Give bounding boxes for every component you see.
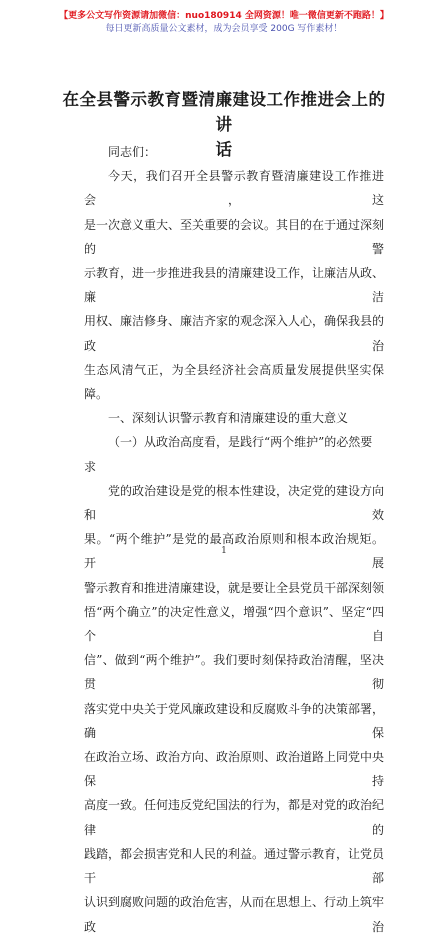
intro-line: 是一次意义重大、至关重要的会议。其目的在于通过深刻的警 [84, 217, 385, 256]
paragraph-line: 果。“两个维护”是党的最高政治原则和根本政治规矩。开展 [84, 532, 384, 571]
subsection-heading: （一）从政治高度看，是践行“两个维护”的必然要求 [84, 435, 373, 474]
paragraph-line: 在政治立场、政治方向、政治原则、政治道路上同党中央保持 [84, 750, 385, 789]
paragraph-line: 悟“两个确立”的决定性意义，增强“四个意识”、坚定“四个自 [84, 604, 384, 644]
paragraph-line: 认识到腐败问题的政治危害，从而在思想上、行动上筑牢政治 [84, 895, 385, 934]
paragraph-line: 党的政治建设是党的根本性建设，决定党的建设方向和效 [84, 483, 385, 523]
salutation: 同志们： [108, 145, 157, 159]
title-line-2: 话 [215, 140, 233, 159]
paragraph-line: 警示教育和推进清廉建设，就是要让全县党员干部深刻领 [84, 580, 385, 595]
promo-line-1: 【更多公文写作资源请加微信：nuo180914 全网资源！唯一微信更新不跑路！】 [59, 11, 389, 21]
paragraph-line: 践踏，都会损害党和人民的利益。通过警示教育，让党员干部 [84, 846, 385, 886]
paragraph-line: 落实党中央关于党风廉政建设和反腐败斗争的决策部署，确保 [84, 701, 385, 740]
page-number: 1 [221, 546, 227, 556]
section-heading: 一、深刻认识警示教育和清廉建设的重大意义 [108, 411, 349, 426]
paragraph-line: 高度一致。任何违反党纪国法的行为，都是对党的政治纪律的 [84, 798, 385, 837]
intro-line: 今天，我们召开全县警示教育暨清廉建设工作推进会，这 [84, 169, 384, 208]
intro-line: 示教育，进一步推进我县的清廉建设工作，让廉洁从政、廉洁 [84, 266, 385, 305]
promo-line-2: 每日更新高质量公文素材，成为会员享受 200G 写作素材！ [105, 24, 343, 34]
intro-line: 生态风清气正，为全县经济社会高质量发展提供坚实保障。 [84, 362, 384, 402]
title-line-1: 在全县警示教育暨清廉建设工作推进会上的讲 [62, 90, 386, 134]
intro-line: 用权、廉洁修身、廉洁齐家的观念深入人心，确保我县的政治 [84, 314, 385, 353]
document-body [84, 140, 384, 939]
promo-banner [0, 10, 448, 36]
paragraph-line: 信”、做到“两个维护”。我们要时刻保持政治清醒，坚决贯彻 [84, 653, 384, 692]
